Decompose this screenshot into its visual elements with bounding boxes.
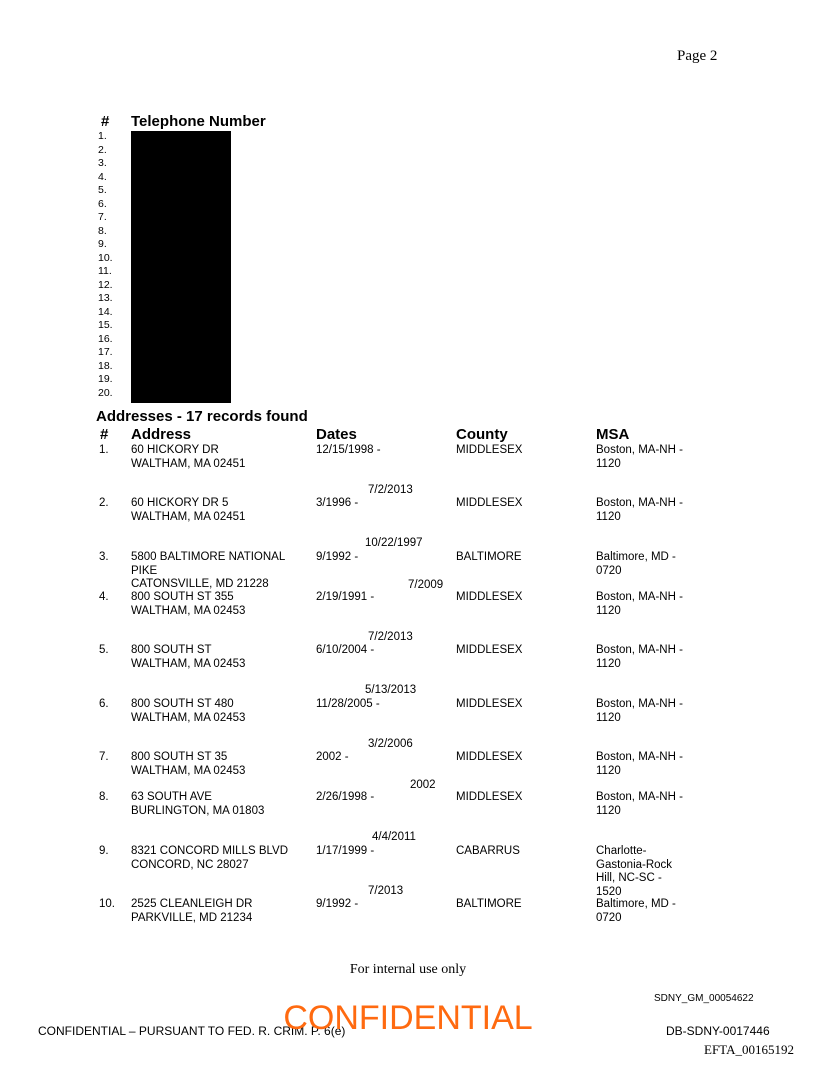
date-from: 2/26/1998 - [316,791,375,803]
msa-line: Boston, MA-NH - [596,497,683,509]
telephone-row-number: 11. [98,265,112,277]
date-from: 2002 - [316,751,349,763]
date-to: 7/2009 [408,579,444,591]
record-address [131,698,301,725]
record-number: 4. [99,591,109,603]
msa-line: 1120 [596,764,621,777]
dates-column-header: Dates [316,426,357,443]
date-from: 12/15/1998 - [316,444,381,456]
telephone-hash-header: # [101,113,110,130]
date-from: 9/1992 - [316,551,359,563]
record-county: MIDDLESEX [456,751,523,763]
address-column-header: Address [131,426,192,443]
telephone-row-number: 1. [98,130,107,142]
msa-line: 1120 [596,510,621,523]
telephone-row-number: 9. [98,238,107,250]
msa-line: Gastonia-Rock [596,858,673,871]
record-msa [596,444,706,471]
date-to: 3/2/2006 [368,738,413,750]
record-county: MIDDLESEX [456,444,523,456]
record-county: MIDDLESEX [456,698,523,710]
address-line: 800 SOUTH ST 35 [131,751,228,763]
record-msa [596,591,706,618]
record-address [131,845,301,872]
record-county: MIDDLESEX [456,591,523,603]
msa-line: 0720 [596,564,622,577]
date-to: 4/4/2011 [372,831,416,843]
telephone-row-number: 2. [98,143,107,156]
record-number: 9. [99,845,109,857]
date-from: 1/17/1999 - [316,845,375,857]
record-county: BALTIMORE [456,898,522,910]
record-county: MIDDLESEX [456,644,523,656]
record-number: 10. [99,898,115,910]
record-county: MIDDLESEX [456,497,523,509]
date-to: 10/22/1997 [365,537,423,549]
telephone-row-number: 3. [98,157,107,169]
addresses-title: Addresses - 17 records found [96,408,308,425]
address-line: 63 SOUTH AVE [131,791,212,803]
msa-line: 1120 [596,657,621,670]
msa-line: 0720 [596,911,622,924]
address-line: 800 SOUTH ST [131,644,212,656]
telephone-row-number: 15. [98,319,113,331]
record-msa [596,751,706,778]
record-address [131,751,301,778]
confidential-stamp: CONFIDENTIAL [283,999,533,1037]
record-msa [596,791,706,818]
telephone-row-number: 13. [98,292,113,304]
msa-line: 1120 [596,604,621,617]
msa-line: Baltimore, MD - [596,551,676,563]
msa-column-header: MSA [596,426,630,443]
record-number: 7. [99,751,109,763]
telephone-row-number: 10. [98,251,113,264]
record-address [131,898,301,925]
date-to: 7/2013 [368,885,404,897]
address-line: WALTHAM, MA 02451 [131,510,246,523]
telephone-row-number: 12. [98,278,113,291]
address-line: 5800 BALTIMORE NATIONAL [131,551,286,563]
address-line: PIKE [131,564,158,577]
telephone-title: Telephone Number [131,113,266,130]
efta-number: EFTA_00165192 [704,1042,794,1057]
record-address [131,644,301,671]
record-number: 6. [99,698,109,710]
msa-line: 1120 [596,804,621,817]
page-number: Page 2 [677,48,718,64]
record-address [131,551,301,592]
date-from: 2/19/1991 - [316,591,375,603]
record-address [131,497,301,524]
address-line: WALTHAM, MA 02453 [131,657,246,670]
county-column-header: County [456,426,508,443]
msa-line: Boston, MA-NH - [596,698,683,710]
telephone-row-number: 14. [98,305,113,318]
record-msa [596,551,706,578]
address-line: 2525 CLEANLEIGH DR [131,898,253,910]
msa-line: Boston, MA-NH - [596,751,683,763]
msa-line: Boston, MA-NH - [596,791,683,803]
telephone-row-number: 8. [98,224,107,237]
telephone-row-number: 20. [98,386,113,399]
redaction-block [131,131,231,403]
date-from: 3/1996 - [316,497,359,509]
telephone-row-number: 7. [98,211,107,223]
date-to: 7/2/2013 [368,484,413,496]
internal-use-notice: For internal use only [349,962,467,977]
record-address [131,591,301,618]
address-line: CONCORD, NC 28027 [131,858,249,871]
record-county: BALTIMORE [456,551,522,563]
record-number: 2. [99,497,109,509]
address-line: 60 HICKORY DR [131,444,219,456]
date-to: 7/2/2013 [368,631,413,643]
address-line: 800 SOUTH ST 355 [131,591,234,603]
address-line: 8321 CONCORD MILLS BLVD [131,845,289,857]
record-msa [596,497,706,524]
date-to: 5/13/2013 [365,684,417,696]
msa-line: Hill, NC-SC - [596,872,662,884]
record-number: 8. [99,791,109,803]
addresses-hash-header: # [100,426,109,443]
record-msa [596,698,706,725]
address-line: WALTHAM, MA 02453 [131,764,246,777]
record-msa [596,644,706,671]
msa-line: Boston, MA-NH - [596,591,683,603]
msa-line: Boston, MA-NH - [596,444,683,456]
msa-line: Charlotte- [596,845,647,857]
record-number: 3. [99,551,109,563]
telephone-row-number: 18. [98,359,113,372]
address-line: WALTHAM, MA 02453 [131,711,246,724]
record-msa [596,845,706,899]
address-line: BURLINGTON, MA 01803 [131,804,265,817]
date-from: 9/1992 - [316,898,359,910]
telephone-number-list [98,130,128,400]
bates-number-db: DB-SDNY-0017446 [666,1024,770,1038]
telephone-row-number: 4. [98,170,107,183]
confidential-legal-notice: CONFIDENTIAL – PURSUANT TO FED. R. CRIM. P. 6(e) [38,1024,346,1038]
telephone-row-number: 17. [98,346,113,358]
record-county: MIDDLESEX [456,791,523,803]
date-from: 6/10/2004 - [316,644,375,656]
bates-number-sdny: SDNY_GM_00054622 [654,993,754,1004]
record-address [131,791,301,818]
record-number: 5. [99,644,109,656]
address-line: WALTHAM, MA 02451 [131,457,246,470]
msa-line: Boston, MA-NH - [596,644,683,656]
record-county: CABARRUS [456,845,520,857]
date-to: 2002 [410,779,436,791]
address-line: CATONSVILLE, MD 21228 [131,578,269,590]
msa-line: Baltimore, MD - [596,898,676,910]
telephone-row-number: 6. [98,197,107,210]
address-line: 60 HICKORY DR 5 [131,497,229,509]
msa-line: 1520 [596,885,622,898]
address-line: 800 SOUTH ST 480 [131,698,234,710]
record-msa [596,898,706,925]
telephone-row-number: 19. [98,373,113,385]
msa-line: 1120 [596,711,621,724]
telephone-row-number: 16. [98,332,113,345]
date-from: 11/28/2005 - [316,698,380,710]
msa-line: 1120 [596,457,621,470]
address-line: PARKVILLE, MD 21234 [131,911,253,924]
telephone-row-number: 5. [98,184,107,196]
record-number: 1. [99,444,109,456]
address-line: WALTHAM, MA 02453 [131,604,246,617]
record-address [131,444,301,471]
